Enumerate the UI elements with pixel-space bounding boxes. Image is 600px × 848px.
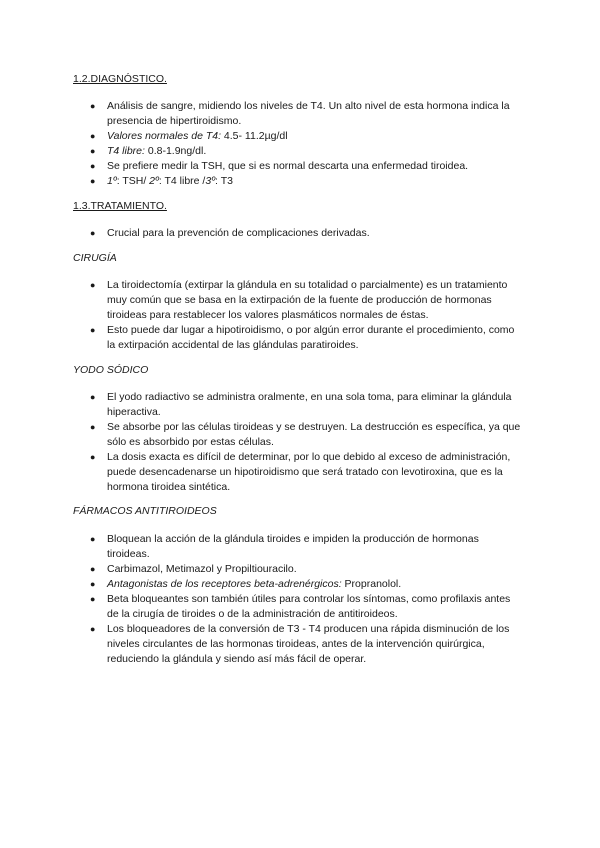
list-item: ● Carbimazol, Metimazol y Propiltiouracilo.: [90, 563, 297, 575]
list-item: ● Los bloqueadores de la conversión de T3 - T4 producen una rápida disminución de los niveles circulantes de las hormonas tiroideas, antes de la intervención quirúrgica, reduciendo la glándula y siendo así más fácil de operar.: [90, 623, 510, 665]
bullet-icon: ●: [90, 101, 96, 111]
list-item: ● Beta bloqueantes son también útiles para controlar los síntomas, como profilaxis antes de la cirugía de tiroides o de la administración de antitiroideos.: [90, 593, 511, 620]
bullet-icon: ●: [90, 564, 96, 574]
list-item: ● Antagonistas de los receptores beta-adrenérgicos: Propranolol.: [90, 578, 402, 590]
list-item: ● Se absorbe por las células tiroideas y se destruyen. La destrucción es específica, ya que sólo es absorbido por estas células.: [90, 421, 521, 448]
bullet-icon: ●: [90, 131, 96, 141]
list-tratamiento: [0, 226, 600, 241]
list-cirugia: [0, 278, 600, 353]
list-item: ● La tiroidectomía (extirpar la glándula en su totalidad o parcialmente) es un tratamiento muy común que se basa en la extirpación de la fuente de producción de hormonas tiroideas para restablecer los valores plasmáticos normales de éstas.: [90, 279, 508, 321]
list-item: ● Esto puede dar lugar a hipotiroidismo, o por algún error durante el procedimiento, como la extirpación accidental de las glándulas paratiroides.: [90, 324, 515, 351]
list-item: ● T4 libre: 0.8-1.9ng/dl.: [90, 145, 207, 157]
subsection-heading-yodo: YODO SÓDICO: [73, 364, 149, 376]
bullet-icon: ●: [90, 594, 96, 604]
bullet-icon: ●: [90, 534, 96, 544]
bullet-icon: ●: [90, 161, 96, 171]
list-item: ● 1º: TSH/ 2º: T4 libre /3º: T3: [90, 175, 233, 187]
list-item: ● Se prefiere medir la TSH, que si es normal descarta una enfermedad tiroidea.: [90, 160, 469, 172]
bullet-icon: ●: [90, 176, 96, 186]
bullet-icon: ●: [90, 452, 96, 462]
bullet-icon: ●: [90, 422, 96, 432]
list-item: ● Análisis de sangre, midiendo los niveles de T4. Un alto nivel de esta hormona indica la presencia de hipertiroidismo.: [90, 100, 510, 127]
list-yodo: [0, 390, 600, 495]
bullet-icon: ●: [90, 146, 96, 156]
section-heading-diagnostico: 1.2.DIAGNÓSTICO.: [73, 73, 167, 85]
list-item: ● Valores normales de T4: 4.5- 11.2µg/dl: [90, 130, 288, 142]
bullet-icon: ●: [90, 392, 96, 402]
bullet-icon: ●: [90, 325, 96, 335]
bullet-icon: ●: [90, 228, 96, 238]
list-diagnostico: [0, 99, 600, 189]
list-item: ● El yodo radiactivo se administra oralmente, en una sola toma, para eliminar la glándula hiperactiva.: [90, 391, 512, 418]
section-heading-tratamiento: 1.3.TRATAMIENTO.: [73, 200, 167, 212]
list-item: ● Bloquean la acción de la glándula tiroides e impiden la producción de hormonas tiroideas.: [90, 533, 479, 560]
bullet-icon: ●: [90, 579, 96, 589]
bullet-icon: ●: [90, 280, 96, 290]
subsection-heading-farmacos: FÁRMACOS ANTITIROIDEOS: [73, 505, 217, 517]
list-item: ● La dosis exacta es difícil de determinar, por lo que debido al exceso de administración, puede desencadenarse un hipotiroidismo que será tratado con levotiroxina, que es la hormona tiroidea sintética.: [90, 451, 511, 493]
bullet-icon: ●: [90, 624, 96, 634]
list-item: ● Crucial para la prevención de complicaciones derivadas.: [90, 227, 370, 239]
subsection-heading-cirugia: CIRUGÍA: [73, 252, 117, 264]
list-farmacos: [0, 532, 600, 667]
